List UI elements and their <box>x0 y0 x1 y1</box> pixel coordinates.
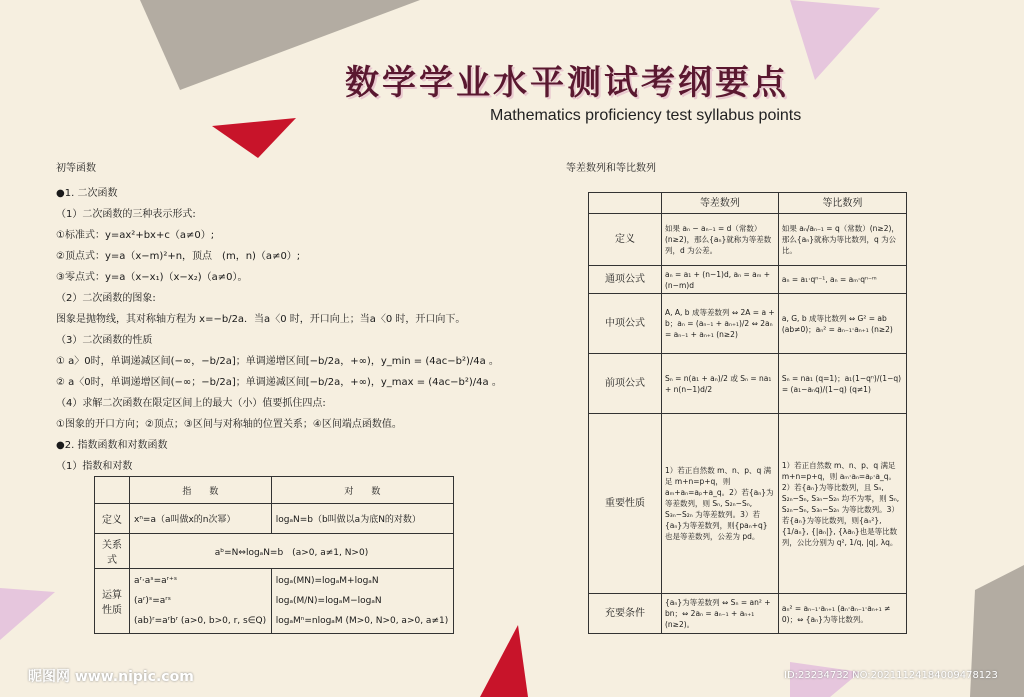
left-column <box>56 158 506 477</box>
cell-sum-geo: Sₙ = na₁ (q=1)；a₁(1−qⁿ)/(1−q) = (a₁−aₙq)/(1−q) (q≠1) <box>778 354 906 414</box>
table-row <box>589 193 907 214</box>
pink-triangle-bottom-left <box>0 588 55 640</box>
text-line: ①标准式：y=ax²+bx+c（a≠0）; <box>56 230 215 241</box>
table-row <box>95 504 454 534</box>
row-label-sum: 前项公式 <box>589 354 662 414</box>
formula: aʳ·aˢ=aʳ⁺ˢ <box>134 576 178 586</box>
header-index: 指 数 <box>130 477 272 504</box>
text-line: ③零点式：y=a（x−x₁)（x−x₂)（a≠0）。 <box>56 272 248 283</box>
cell-def-arith: 如果 aₙ − aₙ₋₁ = d（常数）(n≥2)，那么{aₙ}就称为等差数列，d 为公差。 <box>662 214 779 266</box>
cell-index-definition: xⁿ=a（a叫做x的n次幂） <box>130 504 272 534</box>
cell-index-properties <box>130 569 272 634</box>
red-triangle-left <box>212 118 296 158</box>
watermark-site: 昵图网 www.nipic.com <box>28 669 194 685</box>
table-row <box>589 266 907 294</box>
formula: (ab)ʳ=aʳbʳ (a>0, b>0, r, s∈Q) <box>134 616 267 626</box>
cell-sum-arith: Sₙ = n(a₁ + aₙ)/2 或 Sₙ = na₁ + n(n−1)d/2 <box>662 354 779 414</box>
heading-quadratic <box>56 183 506 204</box>
cell-general-geo: aₙ = a₁·qⁿ⁻¹, aₙ = aₘ·qⁿ⁻ᵐ <box>778 266 906 294</box>
header-geometric: 等比数列 <box>778 193 906 214</box>
text-line: 图象是抛物线，其对称轴方程为 x=−b/2a．当a〈0 时，开口向上；当a〈0 时，开口向下。 <box>56 314 466 325</box>
text-line: ② a〈0时，单调递增区间(−∞；−b/2a]；单调递减区间[−b/2a，+∞)，y_max = (4ac−b²)/4a 。 <box>56 377 502 388</box>
cell-log-definition: logₐN=b（b叫做以a为底N的对数） <box>271 504 453 534</box>
table-row <box>589 294 907 354</box>
cell-cond-geo: aₙ² = aₙ₋₁·aₙ₊₁ (aₙ·aₙ₋₁·aₙ₊₁ ≠ 0)；⇔ {aₙ}为等比数列。 <box>778 594 906 634</box>
table-row <box>589 594 907 634</box>
table-row <box>589 414 907 594</box>
text-line: （1）指数和对数 <box>56 461 133 472</box>
table-row <box>95 477 454 504</box>
text-line: （1）二次函数的三种表示形式: <box>56 209 196 220</box>
page-title: 数学学业水平测试考纲要点 <box>345 63 789 103</box>
cell-prop-geo: 1）若正自然数 m、n、p、q 满足 m+n=p+q，则 aₘ·aₙ=aₚ·a_q。2）若{aₙ}为等比数列，且 Sₙ, S₂ₙ−Sₙ, S₃ₙ−S₂ₙ 均不为零，则 Sₙ, S₂ₙ−Sₙ, S₃ₙ−S₂ₙ 为等比数列。3）若{aₙ}为等比数列，则{aₙ²}, {1/aₙ}, {|aₙ|}, {λaₙ}也是等比数列，公比分别为 q², 1/q, |q|, λq。 <box>778 414 906 594</box>
heading-exp-log <box>56 435 506 456</box>
bullet-icon: ● <box>56 188 65 199</box>
heading-exp-log-text: 2. 指数函数和对数函数 <box>64 440 168 451</box>
text-line: ① a〉0时，单调递减区间(−∞，−b/2a]；单调递增区间[−b/2a，+∞)，y_min = (4ac−b²)/4a 。 <box>56 356 499 367</box>
cell-prop-arith: 1）若正自然数 m、n、p、q 满足 m+n=p+q，则 aₘ+aₙ=aₚ+a_q。2）若{aₙ}为等差数列，则 Sₙ, S₂ₙ−Sₙ, S₃ₙ−S₂ₙ 为等差数列。3）若{aₙ}为等差数列，则{paₙ+q}也是等差数列，公差为 pd。 <box>662 414 779 594</box>
row-label-properties: 重要性质 <box>589 414 662 594</box>
row-label-condition: 充要条件 <box>589 594 662 634</box>
bullet-icon: ● <box>56 440 65 451</box>
row-label-middle: 中项公式 <box>589 294 662 354</box>
text-line: （3）二次函数的性质 <box>56 335 153 346</box>
row-label-relation: 关系式 <box>95 534 130 569</box>
table-row <box>95 534 454 569</box>
text-line: ①图象的开口方向；②顶点；③区间与对称轴的位置关系；④区间端点函数值。 <box>56 419 402 430</box>
table-row <box>589 354 907 414</box>
header-arithmetic: 等差数列 <box>662 193 779 214</box>
row-label-general: 通项公式 <box>589 266 662 294</box>
cell-mid-geo: a, G, b 成等比数列 ⇔ G² = ab (ab≠0)；aₙ² = aₙ₋₁·aₙ₊₁ (n≥2) <box>778 294 906 354</box>
pink-triangle-top-right <box>790 0 880 80</box>
text-line: （2）二次函数的图象: <box>56 293 156 304</box>
table-corner <box>589 193 662 214</box>
right-section-title: 等差数列和等比数列 <box>566 163 656 174</box>
cell-relation: aᵇ=N⇔logₐN=b (a>0, a≠1, N>0) <box>130 534 454 569</box>
cell-mid-arith: A, A, b 成等差数列 ⇔ 2A = a + b；aₙ = (aₙ₋₁ + aₙ₊₁)/2 ⇔ 2aₙ = aₙ₋₁ + aₙ₊₁ (n≥2) <box>662 294 779 354</box>
exp-log-table <box>94 476 454 634</box>
text-line: （4）求解二次函数在限定区间上的最大（小）值要抓住四点: <box>56 398 326 409</box>
table-corner <box>95 477 130 504</box>
watermark-id: ID:23234732 NO:20211124184009478123 <box>784 670 998 681</box>
page-subtitle: Mathematics proficiency test syllabus points <box>490 107 802 124</box>
row-label-definition: 定义 <box>95 504 130 534</box>
row-label-definition: 定义 <box>589 214 662 266</box>
left-section-title: 初等函数 <box>56 163 96 174</box>
formula: logₐ(MN)=logₐM+logₐN <box>275 576 379 586</box>
formula: (aʳ)ˢ=aʳˢ <box>134 596 171 606</box>
table-row <box>95 569 454 634</box>
header-log: 对 数 <box>271 477 453 504</box>
sequence-table <box>588 192 907 634</box>
cell-general-arith: aₙ = a₁ + (n−1)d, aₙ = aₘ + (n−m)d <box>662 266 779 294</box>
text-line: ②顶点式：y=a（x−m)²+n，顶点 (m，n)（a≠0）; <box>56 251 301 262</box>
formula: logₐ(M/N)=logₐM−logₐN <box>275 596 382 606</box>
formula: logₐMⁿ=nlogₐM (M>0, N>0, a>0, a≠1) <box>275 616 449 626</box>
table-row <box>589 214 907 266</box>
row-label-properties: 运算性质 <box>95 569 130 634</box>
cell-log-properties <box>271 569 453 634</box>
red-triangle-bottom <box>480 625 528 697</box>
heading-quadratic-text: 1. 二次函数 <box>64 188 118 199</box>
cell-cond-arith: {aₙ}为等差数列 ⇔ Sₙ = an² + bn；⇔ 2aₙ = aₙ₋₁ + aₙ₊₁ (n≥2)。 <box>662 594 779 634</box>
cell-def-geo: 如果 aₙ/aₙ₋₁ = q（常数）(n≥2)，那么{aₙ}就称为等比数列，q 为公比。 <box>778 214 906 266</box>
